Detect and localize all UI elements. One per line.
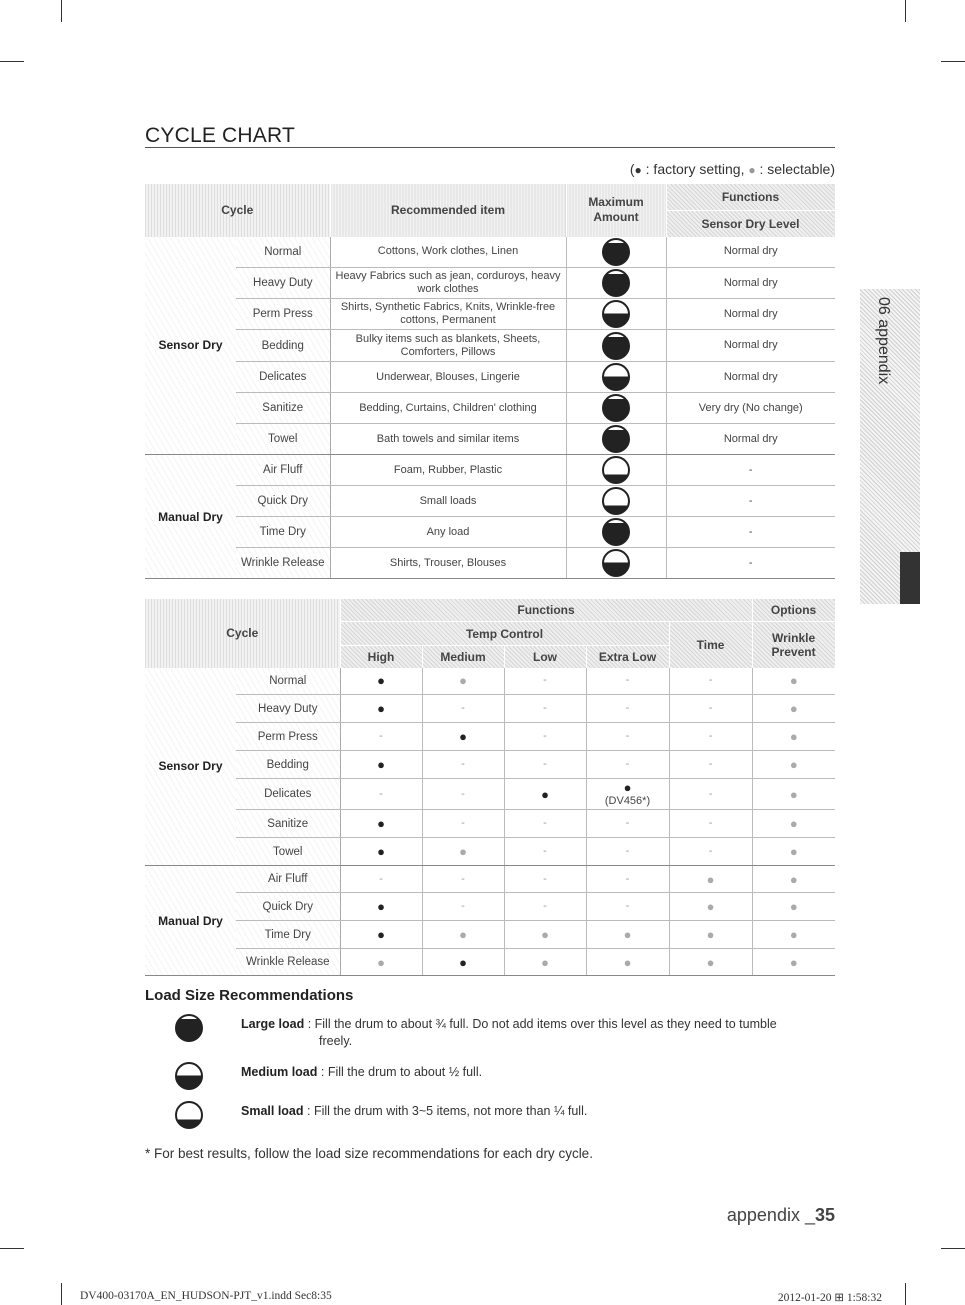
selectable-icon: ● bbox=[752, 668, 835, 695]
cycle-name: Air Fluff bbox=[236, 455, 330, 486]
not-available-cell: - bbox=[669, 723, 752, 751]
selectable-icon: ● bbox=[422, 668, 504, 695]
table-row bbox=[145, 838, 835, 866]
table-row bbox=[145, 751, 835, 779]
load-label: Small load bbox=[241, 1104, 304, 1118]
not-available-cell: - bbox=[504, 893, 586, 921]
not-available-cell: - bbox=[340, 866, 422, 893]
not-available-cell: - bbox=[340, 779, 422, 810]
max-amount-cell bbox=[566, 455, 666, 486]
not-available-cell: - bbox=[586, 668, 669, 695]
cycle-name: Delicates bbox=[236, 362, 330, 393]
max-amount-cell bbox=[566, 362, 666, 393]
sensor-dry-level: Normal dry bbox=[666, 299, 835, 330]
max-amount-cell bbox=[566, 268, 666, 299]
table-row bbox=[145, 866, 835, 893]
sensor-dry-level: Normal dry bbox=[666, 237, 835, 268]
selectable-icon: ● bbox=[504, 921, 586, 949]
header-cycle: Cycle bbox=[145, 184, 330, 237]
selectable-icon: ● bbox=[752, 949, 835, 976]
large-load-icon bbox=[602, 332, 630, 360]
max-amount-cell bbox=[566, 299, 666, 330]
not-available-cell: - bbox=[422, 751, 504, 779]
not-available-cell: - bbox=[340, 723, 422, 751]
legend-factory-text: : factory setting, bbox=[641, 161, 749, 177]
header-functions: Functions bbox=[666, 184, 835, 211]
factory-setting-icon: ● bbox=[340, 668, 422, 695]
not-available-cell: - bbox=[669, 668, 752, 695]
header-medium: Medium bbox=[422, 646, 504, 668]
selectable-icon: ● bbox=[586, 949, 669, 976]
table-row bbox=[145, 723, 835, 751]
table-row bbox=[145, 268, 835, 299]
cycle-name: Normal bbox=[236, 668, 340, 695]
options-table-body bbox=[145, 668, 835, 976]
cycle-table-body bbox=[145, 237, 835, 579]
not-available-cell: - bbox=[586, 810, 669, 838]
load-rec-text bbox=[241, 1016, 811, 1050]
crop-mark bbox=[905, 1283, 906, 1305]
cycle-group-label: Manual Dry bbox=[145, 455, 236, 579]
cycle-name: Bedding bbox=[236, 751, 340, 779]
selectable-icon: ● bbox=[752, 695, 835, 723]
selectable-icon: ● bbox=[752, 810, 835, 838]
header-extra-low: Extra Low bbox=[586, 646, 669, 668]
factory-setting-icon: ● bbox=[340, 810, 422, 838]
recommended-item: Bulky items such as blankets, Sheets, Comforters, Pillows bbox=[330, 330, 566, 362]
not-available-cell: - bbox=[586, 695, 669, 723]
selectable-icon: ● bbox=[669, 893, 752, 921]
factory-setting-icon bbox=[586, 779, 669, 810]
selectable-icon: ● bbox=[669, 949, 752, 976]
crop-mark bbox=[61, 1283, 62, 1305]
not-available-cell: - bbox=[504, 723, 586, 751]
cycle-name: Quick Dry bbox=[236, 893, 340, 921]
sensor-dry-level: - bbox=[666, 548, 835, 579]
table-row bbox=[145, 393, 835, 424]
cycle-name: Perm Press bbox=[236, 299, 330, 330]
recommended-item: Foam, Rubber, Plastic bbox=[330, 455, 566, 486]
sensor-dry-level: Normal dry bbox=[666, 424, 835, 455]
cycle-name: Delicates bbox=[236, 779, 340, 810]
selectable-icon: ● bbox=[669, 866, 752, 893]
sensor-dry-level: - bbox=[666, 517, 835, 548]
not-available-cell: - bbox=[422, 695, 504, 723]
large-load-icon bbox=[602, 394, 630, 422]
selectable-icon: ● bbox=[669, 921, 752, 949]
cycle-name: Time Dry bbox=[236, 517, 330, 548]
small-load-icon bbox=[602, 487, 630, 515]
cycle-name: Perm Press bbox=[236, 723, 340, 751]
selectable-icon: ● bbox=[752, 866, 835, 893]
load-size-heading: Load Size Recommendations bbox=[145, 987, 354, 1004]
table-row bbox=[145, 299, 835, 330]
not-available-cell: - bbox=[504, 866, 586, 893]
sensor-dry-level: - bbox=[666, 486, 835, 517]
medium-load-icon bbox=[602, 549, 630, 577]
page-number bbox=[727, 1205, 835, 1226]
load-label: Medium load bbox=[241, 1065, 318, 1079]
selectable-icon: ● bbox=[422, 921, 504, 949]
selectable-icon: ● bbox=[752, 921, 835, 949]
not-available-cell: - bbox=[504, 838, 586, 866]
crop-mark bbox=[905, 0, 906, 22]
page-number-value: 35 bbox=[814, 1205, 835, 1225]
medium-load-icon bbox=[175, 1062, 203, 1090]
load-desc: Fill the drum to about ½ full. bbox=[327, 1065, 483, 1079]
not-available-cell: - bbox=[422, 810, 504, 838]
print-slug-left: DV400-03170A_EN_HUDSON-PJT_v1.indd Sec8:35 bbox=[80, 1290, 332, 1302]
recommended-item: Shirts, Trouser, Blouses bbox=[330, 548, 566, 579]
header-temp-control: Temp Control bbox=[340, 622, 669, 646]
table-row bbox=[145, 695, 835, 723]
not-available-cell: - bbox=[586, 723, 669, 751]
factory-setting-icon: ● bbox=[340, 695, 422, 723]
header-time: Time bbox=[669, 622, 752, 668]
table-row bbox=[145, 810, 835, 838]
max-amount-cell bbox=[566, 486, 666, 517]
sensor-dry-level: Normal dry bbox=[666, 268, 835, 299]
crop-mark bbox=[941, 61, 965, 62]
header-recommended-item: Recommended item bbox=[330, 184, 566, 237]
model-note: (DV456*) bbox=[604, 794, 651, 807]
small-load-icon bbox=[175, 1101, 203, 1129]
not-available-cell: - bbox=[422, 866, 504, 893]
cycle-name: Quick Dry bbox=[236, 486, 330, 517]
selectable-icon: ● bbox=[752, 779, 835, 810]
table-row bbox=[145, 330, 835, 362]
cycle-name: Heavy Duty bbox=[236, 695, 340, 723]
cycle-name: Bedding bbox=[236, 330, 330, 362]
options-table bbox=[145, 598, 836, 976]
recommended-item: Any load bbox=[330, 517, 566, 548]
not-available-cell: - bbox=[586, 866, 669, 893]
symbol-legend bbox=[630, 161, 835, 177]
selectable-icon: ● bbox=[752, 893, 835, 921]
not-available-cell: - bbox=[586, 751, 669, 779]
max-amount-cell bbox=[566, 548, 666, 579]
large-load-icon bbox=[602, 238, 630, 266]
selectable-icon: ● bbox=[504, 949, 586, 976]
sensor-dry-level: Very dry (No change) bbox=[666, 393, 835, 424]
selectable-icon: ● bbox=[748, 163, 756, 177]
cycle-name: Wrinkle Release bbox=[236, 548, 330, 579]
factory-setting-icon: ● bbox=[340, 921, 422, 949]
medium-load-icon bbox=[602, 300, 630, 328]
factory-setting-icon: ● bbox=[340, 838, 422, 866]
table-row bbox=[145, 779, 835, 810]
sensor-dry-level: Normal dry bbox=[666, 330, 835, 362]
section-tab-marker bbox=[900, 552, 920, 604]
table-row bbox=[145, 893, 835, 921]
cycle-name: Air Fluff bbox=[236, 866, 340, 893]
header-maximum-amount: Maximum Amount bbox=[566, 184, 666, 237]
large-load-icon bbox=[602, 269, 630, 297]
recommended-item: Bedding, Curtains, Children' clothing bbox=[330, 393, 566, 424]
header-low: Low bbox=[504, 646, 586, 668]
recommended-item: Cottons, Work clothes, Linen bbox=[330, 237, 566, 268]
crop-mark bbox=[0, 61, 24, 62]
not-available-cell: - bbox=[669, 838, 752, 866]
recommended-item: Heavy Fabrics such as jean, corduroys, heavy work clothes bbox=[330, 268, 566, 299]
factory-setting-icon: ● bbox=[623, 779, 632, 795]
cycle-name: Time Dry bbox=[236, 921, 340, 949]
load-rec-text bbox=[241, 1064, 811, 1081]
factory-setting-icon: ● bbox=[422, 949, 504, 976]
small-load-icon bbox=[602, 456, 630, 484]
selectable-icon: ● bbox=[422, 838, 504, 866]
table-row bbox=[145, 548, 835, 579]
load-sep: : bbox=[304, 1017, 315, 1031]
table-row bbox=[145, 949, 835, 976]
max-amount-cell bbox=[566, 517, 666, 548]
max-amount-cell bbox=[566, 393, 666, 424]
load-desc: Fill the drum to about ¾ full. Do not add items over this level as they need to tumble bbox=[314, 1017, 777, 1031]
sensor-dry-level: - bbox=[666, 455, 835, 486]
legend-selectable-text: : selectable) bbox=[755, 161, 835, 177]
selectable-icon: ● bbox=[752, 838, 835, 866]
not-available-cell: - bbox=[504, 695, 586, 723]
not-available-cell: - bbox=[669, 695, 752, 723]
section-tab-label: 06 appendix bbox=[875, 297, 892, 385]
load-sep: : bbox=[303, 1104, 314, 1118]
cycle-name: Sanitize bbox=[236, 393, 330, 424]
table-row bbox=[145, 921, 835, 949]
sensor-dry-level: Normal dry bbox=[666, 362, 835, 393]
max-amount-cell bbox=[566, 237, 666, 268]
legend-open: ( bbox=[629, 161, 635, 177]
header-options: Options bbox=[752, 599, 835, 622]
footnote: * For best results, follow the load size recommendations for each dry cycle. bbox=[145, 1146, 593, 1161]
large-load-icon bbox=[602, 425, 630, 453]
recommended-item: Shirts, Synthetic Fabrics, Knits, Wrinkle-free cottons, Permanent bbox=[330, 299, 566, 330]
not-available-cell: - bbox=[669, 751, 752, 779]
cycle-name: Sanitize bbox=[236, 810, 340, 838]
large-load-icon bbox=[175, 1014, 203, 1042]
table-row bbox=[145, 668, 835, 695]
not-available-cell: - bbox=[422, 893, 504, 921]
not-available-cell: - bbox=[422, 779, 504, 810]
print-slug-right: 2012-01-20 ⊞ 1:58:32 bbox=[777, 1292, 882, 1304]
crop-mark bbox=[0, 1248, 24, 1249]
header-wrinkle-prevent: Wrinkle Prevent bbox=[752, 622, 835, 668]
crop-mark bbox=[61, 0, 62, 22]
cycle-name: Heavy Duty bbox=[236, 268, 330, 299]
table-row bbox=[145, 486, 835, 517]
not-available-cell: - bbox=[586, 838, 669, 866]
not-available-cell: - bbox=[504, 668, 586, 695]
cycle-name: Towel bbox=[236, 424, 330, 455]
header-cycle: Cycle bbox=[145, 599, 340, 668]
load-label: Large load bbox=[241, 1017, 305, 1031]
selectable-icon: ● bbox=[340, 949, 422, 976]
cycle-name: Towel bbox=[236, 838, 340, 866]
table-row bbox=[145, 424, 835, 455]
selectable-icon: ● bbox=[752, 723, 835, 751]
load-desc-cont: freely. bbox=[319, 1034, 353, 1048]
cycle-name: Wrinkle Release bbox=[236, 949, 340, 976]
crop-mark bbox=[941, 1248, 965, 1249]
selectable-icon: ● bbox=[586, 921, 669, 949]
not-available-cell: - bbox=[669, 810, 752, 838]
load-desc: Fill the drum with 3~5 items, not more than ¼ full. bbox=[313, 1104, 588, 1118]
table-row bbox=[145, 362, 835, 393]
recommended-item: Small loads bbox=[330, 486, 566, 517]
selectable-icon: ● bbox=[752, 751, 835, 779]
not-available-cell: - bbox=[504, 751, 586, 779]
cycle-group-label: Sensor Dry bbox=[145, 668, 236, 866]
not-available-cell: - bbox=[586, 893, 669, 921]
not-available-cell: - bbox=[669, 779, 752, 810]
large-load-icon bbox=[602, 518, 630, 546]
load-rec-text bbox=[241, 1103, 811, 1120]
title-divider bbox=[145, 147, 835, 148]
max-amount-cell bbox=[566, 424, 666, 455]
page-title: CYCLE CHART bbox=[145, 124, 296, 147]
page-label: appendix _ bbox=[726, 1205, 815, 1225]
cycle-group-label: Manual Dry bbox=[145, 866, 236, 976]
cycle-group-label: Sensor Dry bbox=[145, 237, 236, 455]
factory-setting-icon: ● bbox=[422, 723, 504, 751]
header-high: High bbox=[340, 646, 422, 668]
max-amount-cell bbox=[566, 330, 666, 362]
header-functions: Functions bbox=[340, 599, 752, 622]
medium-load-icon bbox=[602, 363, 630, 391]
factory-setting-icon: ● bbox=[504, 779, 586, 810]
factory-setting-icon: ● bbox=[340, 751, 422, 779]
table-row bbox=[145, 455, 835, 486]
table-row bbox=[145, 517, 835, 548]
factory-setting-icon: ● bbox=[340, 893, 422, 921]
header-sensor-dry-level: Sensor Dry Level bbox=[666, 211, 835, 237]
recommended-item: Bath towels and similar items bbox=[330, 424, 566, 455]
not-available-cell: - bbox=[504, 810, 586, 838]
cycle-table bbox=[145, 183, 836, 579]
load-sep: : bbox=[317, 1065, 328, 1079]
factory-setting-icon: ● bbox=[634, 163, 642, 177]
recommended-item: Underwear, Blouses, Lingerie bbox=[330, 362, 566, 393]
table-row bbox=[145, 237, 835, 268]
cycle-name: Normal bbox=[236, 237, 330, 268]
